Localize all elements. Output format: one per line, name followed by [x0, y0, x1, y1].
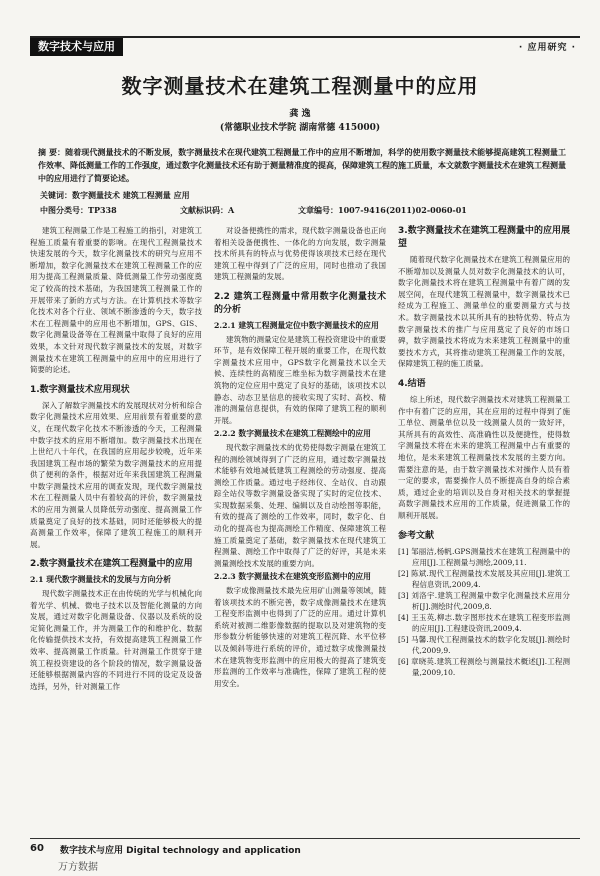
watermark: 万方数据 — [58, 862, 98, 873]
section-heading-4: 4.结语 — [398, 378, 426, 389]
intro-paragraph: 建筑工程测量工作是工程施工的指引，对建筑工程施工质量有着重要的影响。在现代工程测量技术快速发展的今天，数字化测量技术的研究与应用不断增加，数字化测量技术在建筑工程测量工作的应用为提高工程测量质量、降低测量工作劳动强度奠定了较高的技术基础，为我国建筑工程测量工作的开展带来了新的方式与方法。在计算机技术等数字化技术对各个行业、领域不断渗透的今天，数字技术在工程测量中的应用也不断增加，GPS、GIS、数字化测量设备等在工程测量中取得了良好的应用效果，本文针对现代数字测量技术的发展，对数字测量技术在建筑工程测量中的应用中的应用进行了简要的论述。 — [30, 226, 202, 375]
section-heading-2: 2.数字测量技术在建筑工程测量中的应用 — [30, 559, 193, 570]
column-1 — [30, 225, 202, 694]
keywords — [40, 190, 190, 201]
section-heading-3: 3.数字测量技术在建筑工程测量中的应用展望 — [398, 226, 570, 249]
clc-number: 中图分类号：TP338 — [40, 205, 117, 215]
subsection-2-2-1-text: 建筑物的测量定位是建筑工程投资建设中的重要环节，是有效保障工程开展的重要工作，在现代数字测量技术应用中，GPS数字化测量技术以全天候、连续性的高精度三维坐标为数字测量技术在建筑物的定位应用中奠定了良好的基础，该项技术以静态、动态卫星信息的接收实现了实时、高校、精准的测量信息提供，有效的保障了建筑工程的顺利开展。 — [214, 334, 386, 425]
reference-item: [1] 邹丽洁,杨帆.GPS测量技术在建筑工程测量中的应用[J].工程测量与测绘,2009,11. — [398, 547, 570, 568]
subsection-2-2: 2.2 建筑工程测量中常用数字化测量技术的分析 — [214, 291, 386, 315]
document-code: 文献标识码：A — [180, 205, 235, 215]
column-2 — [214, 225, 386, 691]
keywords-label: 关键词： — [40, 190, 72, 200]
abstract — [38, 146, 566, 185]
article-title: 数字测量技术在建筑工程测量中的应用 — [121, 74, 479, 98]
reference-item: [6] 章晓英.建筑工程测绘与测量技术概述[J].工程测量,2009,10. — [398, 657, 570, 678]
author: 龚 逸 — [289, 109, 311, 119]
section-3-text: 随着现代数字化测量技术在建筑工程测量应用的不断增加以及测量人员对数字化测量技术的认可，数字化测量技术将在建筑工程测量中有着广阔的发展空间，在现代建筑工程测量中，数字测量技术已经成为工程施工、测量单位的重要测量方式与技术。数字测量技术以其所具有的独特优势、特点为数字测量技术的推广与应用奠定了良好的市场口碑，数字测量技术将成为未来建筑工程测量中的重要技术方式，其将推动建筑工程测量工作的发展，保障建筑工程的施工质量。 — [398, 255, 570, 369]
column-tag: 数字技术与应用 — [30, 38, 123, 56]
abstract-label: 摘 要： — [38, 148, 66, 157]
subsection-2-1: 2.1 现代数字测量技术的发展与方向分析 — [30, 575, 172, 585]
section-4-text: 综上所述，现代数字测量技术对建筑工程测量工作中有着广泛的应用，其在应用的过程中得到了施工单位、测量单位以及一线测量人员的一致好评，其所具有的高效性、高准确性以及便捷性，使得数字测量技术将在未来的建筑工程测量中占有重要的地位，是未来建筑工程测量技术发展的主要方向。需要注意的是，由于数字测量技术对操作人员有着一定的要求，需要操作人员不断提高自身的综合素质，通过企业的培训以及自身对相关技术的掌握提高数字测量技术应用的工作质量，促进测量工作的顺利开展展。 — [398, 394, 570, 520]
subsection-2-2-3: 2.2.3 数字测量技术在建筑变形监测中的应用 — [214, 572, 371, 582]
article-number: 文章编号：1007-9416(2011)02-0060-01 — [298, 205, 467, 215]
column-3 — [398, 225, 570, 678]
subsection-2-2-2: 2.2.2 数字测量技术在建筑工程测绘中的应用 — [214, 429, 371, 439]
affiliation: (常德职业技术学院 湖南常德 415000) — [219, 123, 381, 133]
reference-item: [2] 陈斌.现代工程测量技术发展及其应用[J].建筑工程信息资讯,2009,4. — [398, 569, 570, 590]
keywords-text: 数字测量技术 建筑工程测量 应用 — [72, 190, 190, 200]
abstract-text: 随着现代测量技术的不断发展，数字测量技术在现代建筑工程测量工作中的应用不断增加，科学的使用数字测量技术能够提高建筑工程测量工作效率、降低测量工作的工作强度，通过数字化测量技术还有助于测量精准度的提高，保障建筑工程的施工质量，本文就数字测量技术在建筑工程测量中的应用进行了简要论述。 — [38, 147, 566, 183]
reference-item: [3] 刘洛宇.建筑工程测量中数字化测量技术应用分析[J].测绘时代,2009,8. — [398, 591, 570, 612]
subsection-2-2-1: 2.2.1 建筑工程测量定位中数字测量技术的应用 — [214, 320, 379, 330]
section-1-text: 深入了解数字测量技术的发展现状对分析和综合数字化测量技术应用效果、应用前景有着重要的意义，在现代数字化技术不断渗透的今天，工程测量中数字技术的应用不断增加。数字测量技术出现在上世纪八十年代，在我国的应用起步较晚，近年来我国建筑工程市场的繁荣为数字测量技术的应用提供了便利的条件，根据对近年来我国建筑工程测量中数字测量技术应用的调查发现，现代数字测量技术在工程测量人员中有着较高的评价，数字测量技术的应用为测量人员降低劳动强度、提高测量工作质量奠定了良好的技术基础，同时还能够极大的提高测量工作效率，保障了建筑工程施工的顺利开展。 — [30, 400, 202, 549]
subsection-2-2-2-text: 现代数字测量技术的优势使得数字测量在建筑工程的测绘领域得到了广泛的应用，通过数字测量技术能够有效地减低建筑工程测绘的劳动强度、提高测绘工作质量。通过电子经纬仪、全站仪、自动跟踪全站仪等数字测量设备实现了实时的定位技术、实现数据采集、处理、编辑以及自动绘图等职能，有效的提高了测绘的工作效率，同时，数字化、自动化的提高也为提高测绘工作精度、保障建筑工程施工质量奠定了基础，数字测量技术在现代建筑工程测量、测绘工作中取得了广泛的好评，其是未来测量测绘技术发展的重要方向。 — [214, 442, 386, 568]
subsection-2-2-3-text: 数字成像测量技术最先应用矿山测量等领域，随着该项技术的不断完善，数字成像测量技术在建筑工程变形监测中也得到了广泛的应用。通过计算机系统对被测二维影像数据的提取以及对建筑物的变形参数分析能够快速的对建筑工程沉降、水平位移以及倾斜等进行系统的评价，通过数字成像测量技术在建筑物变形监测中的应用极大的提高了建筑变形监测的工作效率与准确性，保障了建筑工程的使用安全。 — [214, 586, 386, 688]
footer-rule — [30, 838, 580, 839]
section-heading-1: 1.数字测量技术应用现状 — [30, 384, 130, 395]
column-2-paragraph: 对设备便携性的需求，现代数字测量设备也正向着相关设备便携性、一体化的方向发展，数字测量技术所具有的特点与优势使得该项技术已经在现代建筑工程中得到了广泛的应用，同时也推动了我国建筑工程测量的发展。 — [214, 226, 386, 282]
reference-item: [4] 王玉英,柳志.数字图形技术在建筑工程变形监测的应用[J].工程建设资讯,2009,4. — [398, 613, 570, 634]
journal-name: 数字技术与应用 Digital technology and application — [60, 846, 301, 856]
page-number: 60 — [30, 843, 44, 854]
references-heading: 参考文献 — [398, 531, 435, 542]
reference-item: [5] 马馨.现代工程测量技术的数字化发展[J].测绘时代,2009,9. — [398, 635, 570, 656]
section-label: · 应用研究 · — [518, 43, 576, 53]
subsection-2-1-text: 现代数字测量技术正在由传统的光学与机械化向着光学、机械、微电子技术以及智能化测量的方向发展，通过对数字化测量设备、仪器以及系统的设定简化测量工作，并为测量工作的和维护化、数据化传输提供技术支持，有效提高建筑工程测量工作效率、提高测量工作质量。针对测量工作贯穿于建筑工程投资建设的各个阶段的情况，数字测量设备还能够根据测量内容的不同进行不同的设定及设备选择，另外，针对测量工作 — [30, 589, 202, 691]
